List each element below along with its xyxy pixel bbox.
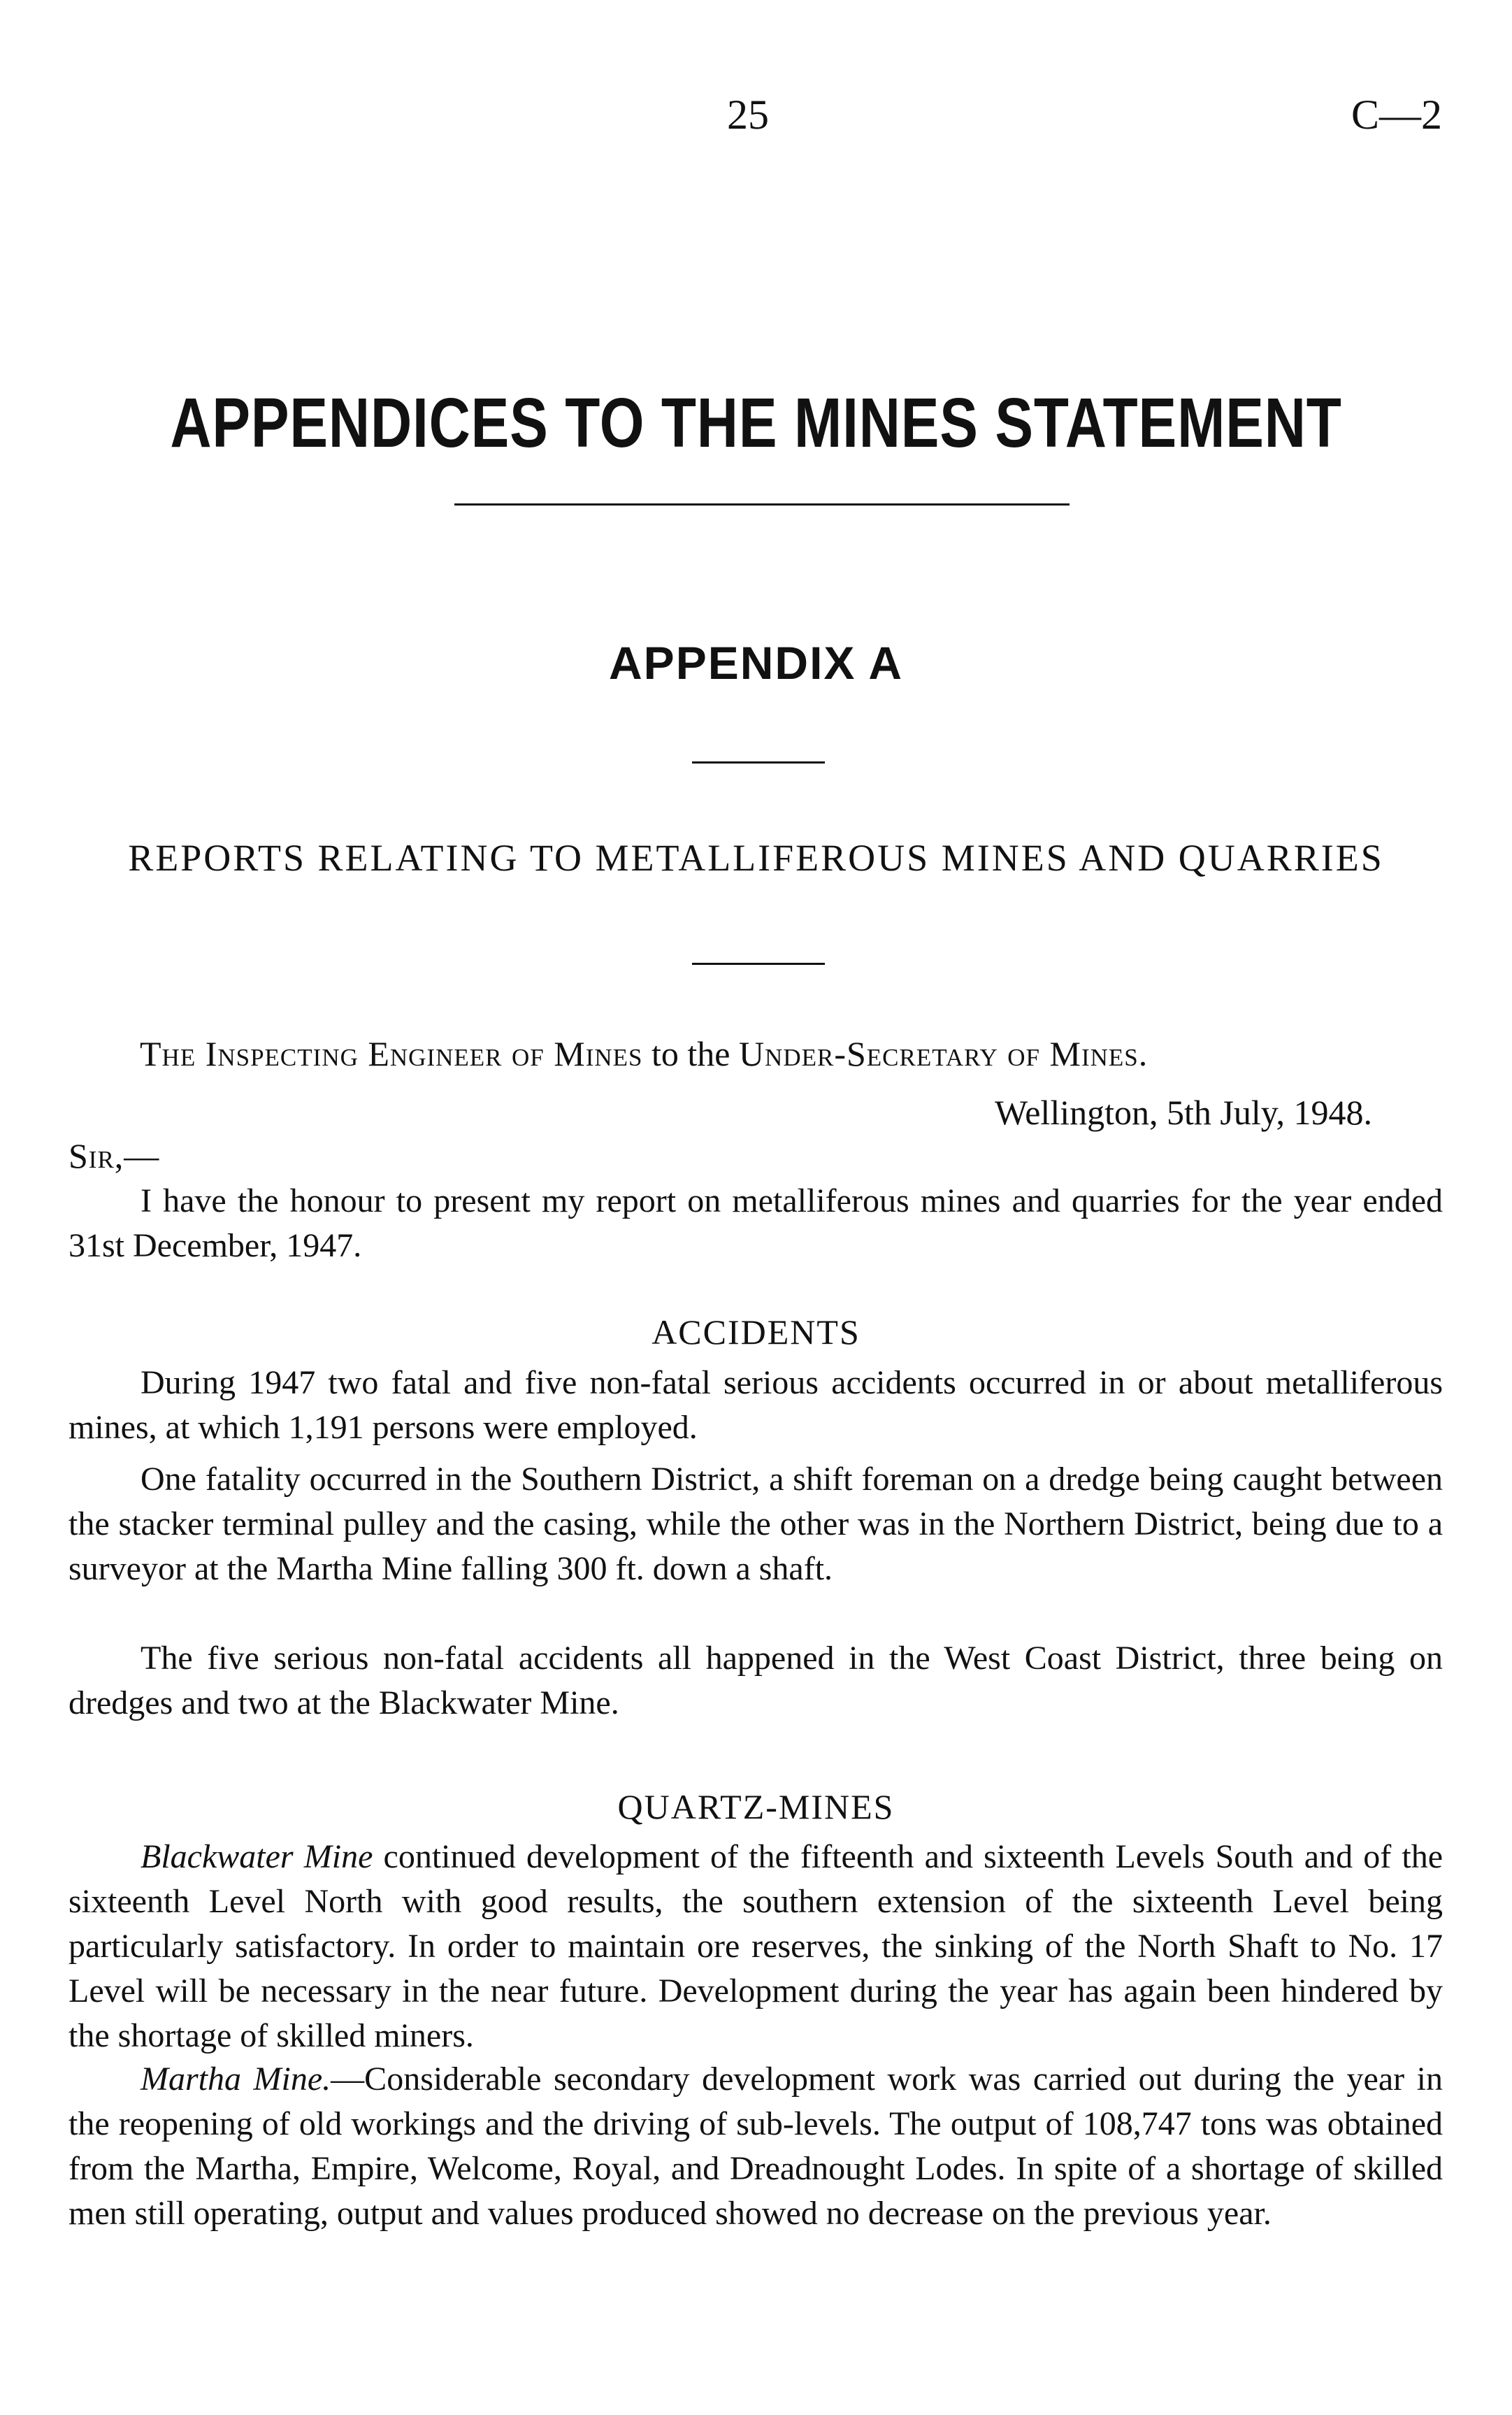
martha-paragraph xyxy=(69,2057,1443,2236)
martha-paragraph-block xyxy=(69,2057,1443,2236)
reports-rule xyxy=(692,963,825,965)
address-to: Under-Secretary of Mines. xyxy=(738,1034,1149,1073)
address-from: The Inspecting Engineer of Mines xyxy=(140,1034,643,1073)
appendix-title: APPENDIX A xyxy=(609,637,903,689)
accidents-paragraph-2-block xyxy=(69,1457,1443,1591)
blackwater-paragraph-block xyxy=(69,1835,1443,2058)
salutation: Sir,— xyxy=(69,1136,160,1175)
page-number: 25 xyxy=(727,92,769,138)
accidents-paragraph-3-block xyxy=(69,1636,1443,1726)
accidents-paragraph-1-block xyxy=(69,1361,1443,1450)
title-rule xyxy=(454,503,1070,506)
appendix-rule xyxy=(692,761,825,764)
blackwater-text: continued development of the fifteenth and sixteenth Levels South and of the sixteenth Level North with good results, the southern extension of the sixteenth Level being particularly satisfactory. In order to maintain ore reserves, the sinking of the North Shaft to No. 17 Level will be necessary in the near future. Development during the year has again been hindered by the shortage of skilled miners. xyxy=(69,1838,1443,2054)
martha-text: —Considerable secondary development work was carried out during the year in the reopening of old workings and the driving of sub-levels. The output of 108,747 tons was obtained from the Martha, Empire, Welcome, Royal, and Dreadnought Lodes. In spite of a shortage of skilled men still operating, output and values produced showed no decrease on the previous year. xyxy=(69,2061,1443,2232)
accidents-paragraph-2: One fatality occurred in the Southern District, a shift foreman on a dredge being caught between the stacker terminal pulley and the casing, while the other was in the Northern District, being due to a surveyor at the Martha Mine falling 300 ft. down a shaft. xyxy=(69,1461,1443,1587)
accidents-paragraph-1: During 1947 two fatal and five non-fatal serious accidents occurred in or about metalliferous mines, at which 1,191 persons were employed. xyxy=(69,1364,1443,1446)
blackwater-paragraph xyxy=(69,1835,1443,2058)
blackwater-lead: Blackwater Mine xyxy=(141,1838,373,1875)
accidents-heading: ACCIDENTS xyxy=(651,1312,861,1352)
martha-lead: Martha Mine. xyxy=(141,2061,331,2098)
dateline: Wellington, 5th July, 1948. xyxy=(995,1093,1372,1132)
intro-paragraph: I have the honour to present my report on metalliferous mines and quarries for the year ended 31st December, 1947. xyxy=(69,1182,1443,1264)
page-code: C—2 xyxy=(1351,92,1442,138)
accidents-paragraph-3: The five serious non-fatal accidents all happened in the West Coast District, three being on dredges and two at the Blackwater Mine. xyxy=(69,1640,1443,1721)
quartz-mines-heading: QUARTZ-MINES xyxy=(617,1787,895,1826)
intro-paragraph-block xyxy=(69,1179,1443,1268)
address-to-word: to the xyxy=(651,1034,730,1073)
main-title: APPENDICES TO THE MINES STATEMENT xyxy=(170,384,1342,462)
address-line xyxy=(140,1033,1148,1074)
reports-heading: REPORTS RELATING TO METALLIFEROUS MINES AND QUARRIES xyxy=(128,837,1384,879)
